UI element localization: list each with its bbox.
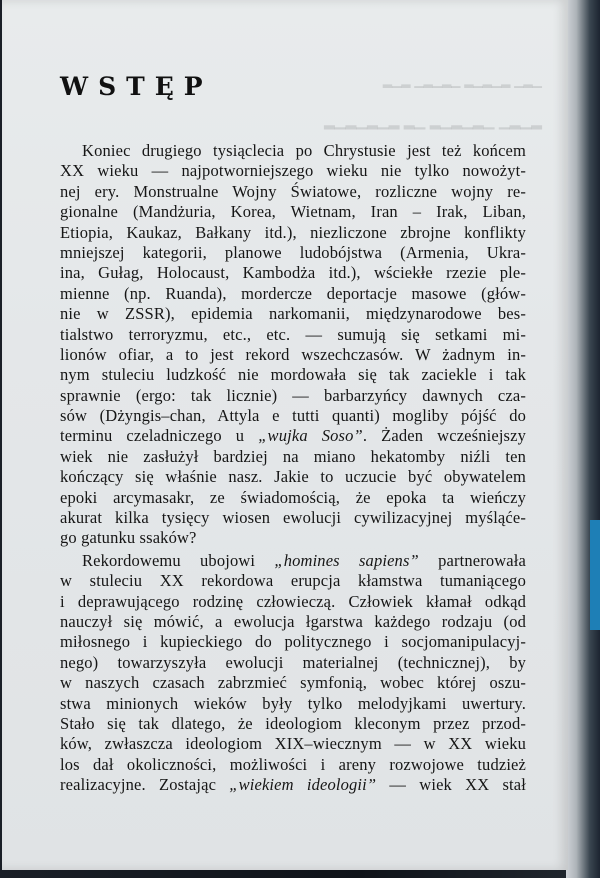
text-line: miłosnego i kupieckiego do politycznego i socjomanipulacyj-: [60, 632, 526, 652]
text-line: w stuleciu XX rekordowa erupcja kłamstwa tumaniącego: [60, 571, 526, 591]
text-line: Koniec drugiego tysiąclecia po Chrystusie jest też końcem: [82, 141, 526, 160]
text-line: terminu czeladniczego u „wujka Soso”. Żaden wcześniejszy: [60, 426, 526, 446]
text-line: nie w ZSSR), epidemia narkomanii, międzynarodowe bes-: [60, 304, 526, 324]
text-line: i deprawującego rodzinę człowieczą. Człowiek kłamał odkąd: [60, 591, 526, 611]
body-text: [60, 141, 526, 796]
book-page: [2, 0, 568, 870]
text-line: Rekordowemu ubojowi „homines sapiens” partnerowała: [82, 550, 526, 570]
text-line: ków, zwłaszcza ideologiom XIX–wiecznym — w XX wieku: [60, 734, 526, 754]
text-line: go gatunku ssaków?: [60, 528, 197, 548]
emphasis-text: „wujka Soso”: [258, 426, 363, 446]
text-line: nego) towarzyszyła ewolucji materialnej (technicznej), by: [60, 652, 526, 672]
text-line: ina, Gułag, Holocaust, Kambodża itd.), wściekłe rzezie ple-: [60, 263, 526, 283]
text-line: akurat kilka tysięcy wiosen ewolucji cywilizacyjnej myśląće-: [60, 508, 526, 528]
page-edge: [566, 0, 600, 878]
text-line: Stało się tak dlatego, że ideologiom kleconym przez przod-: [60, 713, 526, 733]
text-line: epoki arcymasakr, ze świadomością, że epoka ta wieńczy: [60, 487, 526, 507]
emphasis-text: „homines sapiens”: [274, 550, 419, 570]
text-line: gionalne (Mandżuria, Korea, Wietnam, Iran – Irak, Liban,: [60, 202, 526, 222]
text-line: w naszych czasach zabrzmieć symfonią, wobec której oszu-: [60, 673, 526, 693]
emphasis-text: „wiekiem ideologii”: [229, 775, 377, 795]
show-through-text: ▁▂▁ ▂▁▂▁▂ ▁▂▁▂▁ ▂▁▂ ▂▁▂▁ ▁▂▁▂▁▂ ▁▂ ▂▁▂▁▂▁▂: [324, 74, 542, 130]
text-line: nym stuleciu ludzkość nie mordowała się tak zaciekle i tak: [60, 365, 526, 385]
text-line: tialstwo terroryzmu, etc., etc. — sumują się setkami mi-: [60, 324, 526, 344]
text-line: stwa minionych wieków były tylko melodyjkami uwertury.: [60, 693, 526, 713]
text-line: lionów ofiar, a to jest rekord wszechczasów. W żadnym in-: [60, 344, 526, 364]
text-line: sprawnie (ergo: tak licznie) — barbarzyńcy dawnych cza-: [60, 385, 526, 405]
text-line: kończący się właśnie nasz. Jakie to uczucie być obywatelem: [60, 467, 526, 487]
text-line: wiek nie zasłużył bardziej na miano hekatomby niźli ten: [60, 446, 526, 466]
chapter-heading: WSTĘP: [60, 72, 213, 101]
text-line: mienne (np. Ruanda), mordercze deportacje masowe (głów-: [60, 283, 526, 303]
text-line: Etiopia, Kaukaz, Bałkany itd.), niezliczone zbrojne konflikty: [60, 222, 526, 242]
text-line: XX wieku — najpotworniejszego wieku nie tylko nowożyt-: [60, 161, 526, 181]
text-line: mniejszej kategorii, planowe ludobójstwa (Armenia, Ukra-: [60, 242, 526, 262]
text-line: realizacyjne. Zostając „wiekiem ideologii” — wiek XX stał: [60, 775, 526, 795]
text-line: los dał okoliczności, możliwości i areny rozwojowe tudzież: [60, 754, 526, 774]
text-line: nauczył się mówić, a ewolucja łgarstwa każdego rodzaju (od: [60, 611, 526, 631]
bookmark-tab: [590, 520, 600, 630]
text-line: nej ery. Monstrualne Wojny Światowe, rozliczne wojny re-: [60, 181, 526, 201]
text-line: sów (Dżyngis–chan, Attyla e tutti quanti) mogliby pójść do: [60, 406, 526, 426]
